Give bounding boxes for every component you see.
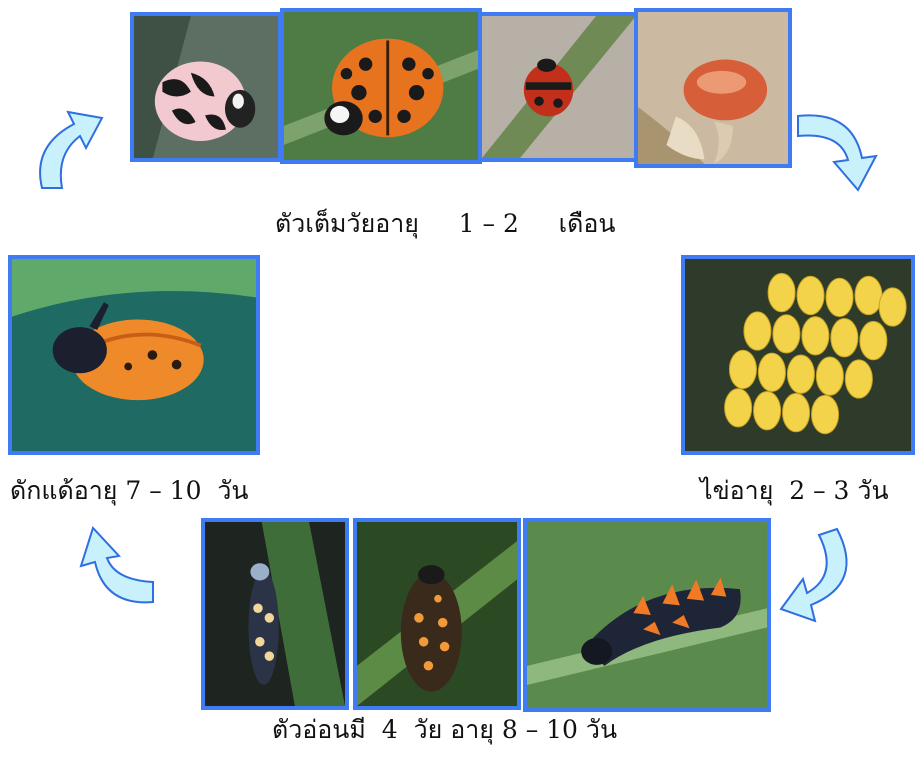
egg-photo <box>681 255 915 455</box>
egg-stage-label: ไข่อายุ 2 – 3 วัน <box>700 476 889 505</box>
pupa-photo <box>8 255 260 455</box>
adult-photo-3 <box>478 12 640 162</box>
larva-photo-3 <box>523 518 771 712</box>
adult-stage-label: ตัวเต็มวัยอายุ 1 – 2 เดือน <box>275 209 616 238</box>
adult-photo-4 <box>634 8 792 168</box>
cycle-arrow-icon <box>775 523 865 635</box>
larva-photo-2 <box>353 518 521 710</box>
cycle-arrow-icon <box>28 96 108 196</box>
cycle-arrow-icon <box>55 522 160 610</box>
cycle-arrow-icon <box>792 106 888 196</box>
adult-photo-1 <box>130 12 282 162</box>
larva-stage-label: ตัวอ่อนมี 4 วัย อายุ 8 – 10 วัน <box>272 715 618 744</box>
larva-photo-1 <box>201 518 349 710</box>
pupa-stage-label: ดักแด้อายุ 7 – 10 วัน <box>10 476 249 505</box>
adult-photo-2 <box>280 8 482 164</box>
